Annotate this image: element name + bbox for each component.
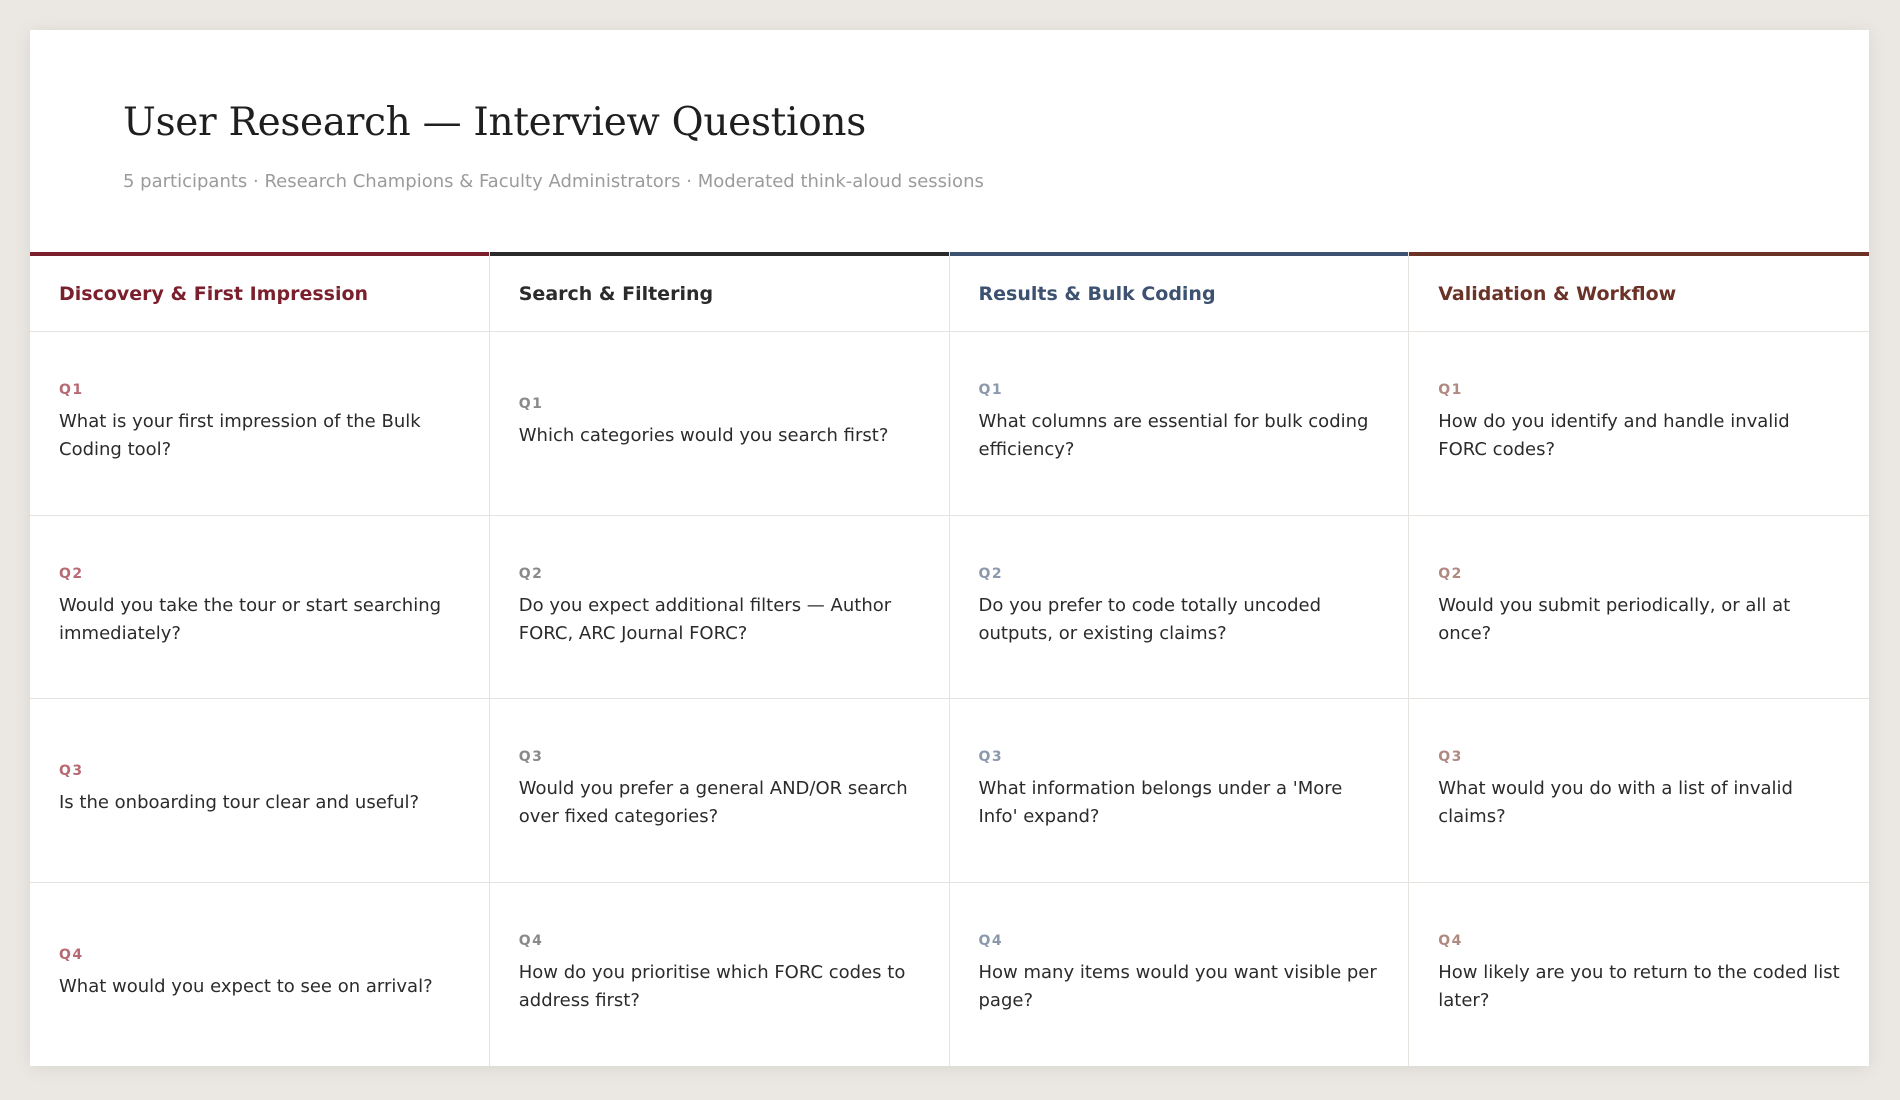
column-discovery	[30, 252, 490, 1066]
question-card	[30, 332, 489, 516]
question-number: Q2	[518, 565, 544, 582]
question-text: Do you prefer to code totally uncoded outputs, or existing claims?	[978, 594, 1322, 644]
question-card	[490, 516, 949, 700]
question-text: What information belongs under a 'More Info' expand?	[978, 778, 1343, 828]
question-card	[1409, 699, 1869, 883]
column-header: Discovery & First Impression	[30, 252, 489, 332]
question-number: Q4	[978, 933, 1004, 950]
column-header: Search & Filtering	[490, 252, 949, 332]
column-results	[950, 252, 1410, 1066]
question-number: Q2	[978, 565, 1004, 582]
question-number: Q3	[978, 749, 1004, 766]
question-card	[1409, 332, 1869, 516]
column-validation	[1409, 252, 1869, 1066]
page-title: User Research — Interview Questions	[123, 100, 866, 145]
interview-questions-card	[30, 30, 1869, 1066]
question-text: Would you submit periodically, or all at once?	[1438, 594, 1791, 644]
question-number: Q3	[518, 749, 544, 766]
question-number: Q4	[59, 947, 84, 964]
question-number: Q2	[1438, 565, 1463, 582]
question-number: Q4	[518, 933, 544, 950]
question-text: What is your first impression of the Bulk Coding tool?	[59, 411, 421, 461]
question-card	[30, 699, 489, 883]
question-number: Q3	[1438, 749, 1463, 766]
question-text: What columns are essential for bulk coding efficiency?	[978, 411, 1369, 461]
question-card	[30, 883, 489, 1067]
questions-grid	[30, 252, 1869, 1066]
question-card	[490, 883, 949, 1067]
question-text: Is the onboarding tour clear and useful?	[59, 792, 420, 814]
question-text: What would you do with a list of invalid claims?	[1438, 778, 1793, 828]
question-card	[30, 516, 489, 700]
question-text: Do you expect additional filters — Author FORC, ARC Journal FORC?	[518, 594, 892, 644]
question-text: How many items would you want visible per page?	[978, 962, 1377, 1012]
question-card	[1409, 883, 1869, 1067]
question-number: Q1	[59, 382, 84, 399]
question-text: How do you prioritise which FORC codes to address first?	[518, 962, 906, 1012]
question-text: Would you prefer a general AND/OR search over fixed categories?	[518, 778, 908, 828]
question-text: How likely are you to return to the coded list later?	[1438, 962, 1840, 1012]
question-text: Would you take the tour or start searching immediately?	[59, 594, 442, 644]
question-number: Q1	[518, 396, 544, 413]
question-text: How do you identify and handle invalid FORC codes?	[1438, 411, 1790, 461]
question-number: Q2	[59, 565, 84, 582]
column-header: Validation & Workflow	[1409, 252, 1869, 332]
question-card	[950, 516, 1409, 700]
column-header: Results & Bulk Coding	[950, 252, 1409, 332]
question-number: Q1	[978, 382, 1004, 399]
question-card	[950, 332, 1409, 516]
page-subtitle: 5 participants · Research Champions & Faculty Administrators · Moderated think-aloud sessions	[123, 171, 984, 192]
question-card	[490, 332, 949, 516]
question-number: Q3	[59, 763, 84, 780]
question-text: What would you expect to see on arrival?	[59, 976, 433, 998]
question-card	[1409, 516, 1869, 700]
column-search	[490, 252, 950, 1066]
question-number: Q4	[1438, 933, 1463, 950]
question-number: Q1	[1438, 382, 1463, 399]
question-card	[490, 699, 949, 883]
question-card	[950, 699, 1409, 883]
question-card	[950, 883, 1409, 1067]
question-text: Which categories would you search first?	[518, 425, 889, 447]
